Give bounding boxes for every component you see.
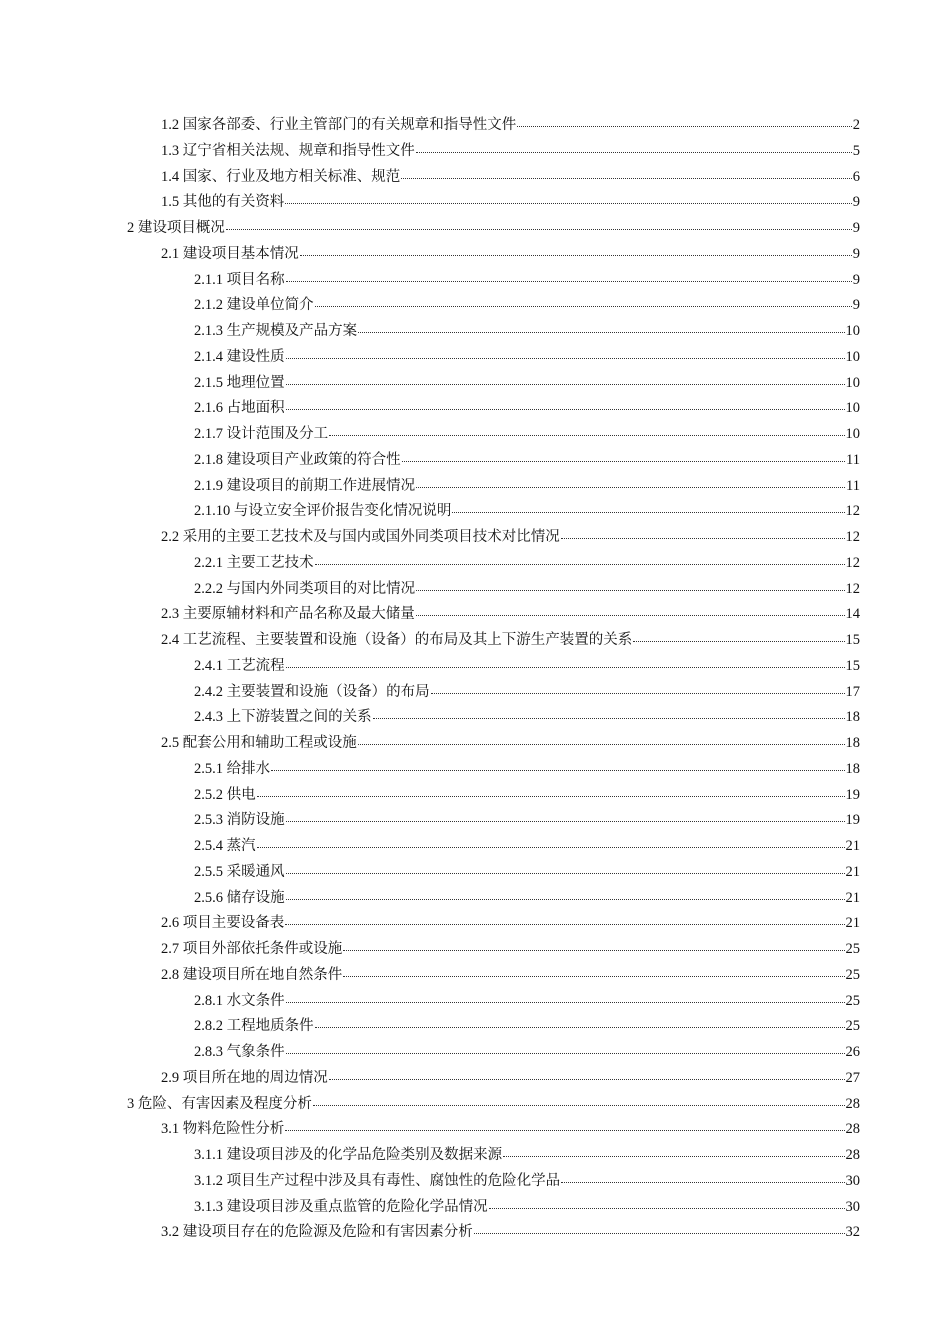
toc-entry-title: 2.1.4 建设性质: [194, 348, 285, 365]
toc-entry[interactable]: [0, 886, 860, 912]
toc-entry-title: 2.5.1 给排水: [194, 760, 271, 777]
toc-entry-page-number: 6: [852, 168, 860, 185]
toc-entry[interactable]: [0, 1195, 860, 1221]
toc-entry-title: 2.1 建设项目基本情况: [161, 245, 299, 262]
toc-dot-leader: [313, 1094, 845, 1108]
toc-entry-title: 2.1.1 项目名称: [194, 271, 285, 288]
toc-entry-page-number: 18: [845, 735, 860, 751]
toc-entry[interactable]: [0, 1014, 860, 1040]
toc-entry-title: 2.4.1 工艺流程: [194, 657, 285, 674]
toc-dot-leader: [343, 965, 844, 979]
toc-dot-leader: [517, 115, 852, 129]
toc-entry-page-number: 12: [845, 554, 860, 571]
toc-entry-page-number: 21: [845, 889, 860, 906]
toc-entry-page-number: 9: [852, 271, 860, 288]
toc-entry-title: 2.8.1 水文条件: [194, 992, 285, 1009]
toc-entry-page-number: 25: [845, 941, 860, 957]
toc-dot-leader: [286, 810, 845, 824]
toc-entry-page-number: 10: [845, 426, 860, 442]
toc-entry-page-number: 2: [852, 117, 860, 133]
toc-dot-leader: [285, 192, 852, 206]
toc-entry[interactable]: [0, 139, 860, 165]
toc-entry-page-number: 9: [852, 297, 860, 314]
toc-entry[interactable]: [0, 860, 860, 886]
toc-entry-title: 3.1 物料危险性分析: [161, 1121, 285, 1138]
toc-dot-leader: [257, 836, 845, 850]
toc-dot-leader: [633, 630, 844, 644]
toc-entry-page-number: 28: [845, 1095, 860, 1112]
toc-entry-title: 3 危险、有害因素及程度分析: [127, 1095, 312, 1112]
toc-dot-leader: [416, 141, 852, 155]
toc-entry-page-number: 18: [845, 709, 860, 726]
toc-entry[interactable]: [0, 474, 860, 500]
toc-dot-leader: [257, 785, 845, 799]
toc-dot-leader: [452, 501, 844, 515]
toc-entry-page-number: 25: [845, 992, 860, 1009]
toc-entry[interactable]: [0, 293, 860, 319]
toc-dot-leader: [286, 347, 845, 361]
toc-entry[interactable]: [0, 577, 860, 603]
toc-dot-leader: [300, 244, 852, 258]
toc-dot-leader: [358, 733, 845, 747]
toc-entry-title: 3.2 建设项目存在的危险源及危险和有害因素分析: [161, 1224, 473, 1241]
toc-dot-leader: [286, 373, 845, 387]
toc-entry-page-number: 9: [852, 220, 860, 236]
toc-entry-page-number: 9: [852, 194, 860, 211]
toc-entry-page-number: 17: [845, 683, 860, 700]
toc-dot-leader: [561, 1171, 844, 1185]
toc-entry-title: 2.4 工艺流程、主要装置和设施（设备）的布局及其上下游生产装置的关系: [161, 632, 633, 648]
toc-entry[interactable]: [0, 989, 860, 1015]
toc-dot-leader: [416, 476, 845, 490]
toc-entry-title: 2.5.4 蒸汽: [194, 838, 256, 854]
toc-entry-title: 2.8 建设项目所在地自然条件: [161, 966, 343, 983]
table-of-contents: [0, 113, 950, 1246]
toc-dot-leader: [561, 527, 845, 541]
toc-entry-title: 1.2 国家各部委、行业主管部门的有关规章和指导性文件: [161, 117, 517, 133]
toc-entry-title: 2.1.8 建设项目产业政策的符合性: [194, 451, 401, 468]
toc-dot-leader: [286, 270, 852, 284]
toc-dot-leader: [431, 682, 845, 696]
toc-entry-page-number: 12: [845, 580, 860, 597]
toc-dot-leader: [416, 579, 844, 593]
toc-entry[interactable]: [0, 1220, 860, 1246]
toc-entry[interactable]: [0, 834, 860, 860]
toc-entry-title: 2.5.3 消防设施: [194, 812, 285, 829]
toc-entry-page-number: 27: [845, 1069, 860, 1086]
toc-entry-page-number: 10: [845, 323, 860, 339]
toc-dot-leader: [286, 888, 845, 902]
toc-entry-title: 2 建设项目概况: [127, 220, 225, 236]
toc-entry-title: 2.3 主要原辅材料和产品名称及最大储量: [161, 606, 415, 623]
toc-entry-title: 2.1.5 地理位置: [194, 374, 285, 391]
toc-entry[interactable]: [0, 268, 860, 294]
toc-entry-page-number: 10: [845, 400, 860, 417]
toc-entry-title: 2.5.2 供电: [194, 786, 256, 803]
toc-entry[interactable]: [0, 1092, 860, 1118]
toc-entry-page-number: 11: [846, 451, 860, 468]
toc-dot-leader: [503, 1145, 844, 1159]
toc-entry[interactable]: [0, 1169, 860, 1195]
toc-entry-title: 2.1.2 建设单位简介: [194, 297, 314, 314]
toc-entry-title: 1.4 国家、行业及地方相关标准、规范: [161, 168, 401, 185]
toc-dot-leader: [402, 450, 845, 464]
toc-entry-title: 2.9 项目所在地的周边情况: [161, 1069, 328, 1086]
toc-entry[interactable]: [0, 1143, 860, 1169]
toc-entry[interactable]: [0, 628, 860, 654]
toc-entry-title: 2.5.6 储存设施: [194, 889, 285, 906]
toc-entry[interactable]: [0, 602, 860, 628]
toc-dot-leader: [315, 553, 845, 567]
toc-entry[interactable]: [0, 242, 860, 268]
toc-dot-leader: [401, 167, 852, 181]
toc-entry[interactable]: [0, 448, 860, 474]
toc-dot-leader: [373, 707, 845, 721]
toc-entry-title: 2.8.3 气象条件: [194, 1044, 285, 1060]
toc-entry[interactable]: [0, 371, 860, 397]
toc-entry-page-number: 10: [845, 374, 860, 391]
toc-entry-page-number: 9: [852, 245, 860, 262]
toc-dot-leader: [286, 862, 845, 876]
toc-entry[interactable]: [0, 808, 860, 834]
toc-dot-leader: [286, 398, 845, 412]
toc-entry-page-number: 19: [845, 786, 860, 803]
toc-dot-leader: [358, 321, 844, 335]
toc-entry[interactable]: [0, 731, 860, 757]
toc-entry-title: 2.5 配套公用和辅助工程或设施: [161, 735, 357, 751]
toc-entry-page-number: 12: [845, 503, 860, 520]
toc-dot-leader: [489, 1197, 845, 1211]
toc-dot-leader: [271, 759, 844, 773]
toc-entry-page-number: 12: [845, 529, 860, 545]
toc-entry-title: 2.1.9 建设项目的前期工作进展情况: [194, 477, 416, 494]
toc-entry-title: 2.4.3 上下游装置之间的关系: [194, 709, 372, 726]
toc-dot-leader: [343, 939, 844, 953]
toc-entry-title: 3.1.2 项目生产过程中涉及具有毒性、腐蚀性的危险化学品: [194, 1172, 561, 1189]
toc-entry-title: 2.1.10 与设立安全评价报告变化情况说明: [194, 503, 452, 520]
toc-entry-title: 2.1.6 占地面积: [194, 400, 285, 417]
toc-entry[interactable]: [0, 525, 860, 551]
toc-entry[interactable]: [0, 165, 860, 191]
toc-entry-page-number: 18: [845, 760, 860, 777]
toc-entry[interactable]: [0, 216, 860, 242]
toc-dot-leader: [286, 991, 845, 1005]
toc-entry-page-number: 26: [845, 1044, 860, 1060]
toc-entry-page-number: 21: [845, 863, 860, 880]
toc-entry-title: 3.1.1 建设项目涉及的化学品危险类别及数据来源: [194, 1147, 503, 1163]
toc-entry-page-number: 5: [852, 142, 860, 159]
toc-entry-page-number: 14: [845, 606, 860, 623]
toc-entry-title: 2.2.2 与国内外同类项目的对比情况: [194, 580, 416, 597]
toc-entry-page-number: 11: [846, 477, 860, 494]
toc-entry[interactable]: [0, 396, 860, 422]
toc-entry[interactable]: [0, 190, 860, 216]
toc-entry-page-number: 32: [845, 1224, 860, 1241]
toc-entry-page-number: 28: [845, 1147, 860, 1163]
toc-entry[interactable]: [0, 937, 860, 963]
toc-entry-page-number: 10: [845, 348, 860, 365]
toc-dot-leader: [329, 1068, 845, 1082]
toc-entry-title: 2.2.1 主要工艺技术: [194, 554, 314, 571]
toc-entry[interactable]: [0, 319, 860, 345]
toc-dot-leader: [226, 218, 852, 232]
toc-entry[interactable]: [0, 1117, 860, 1143]
toc-entry[interactable]: [0, 1066, 860, 1092]
toc-entry[interactable]: [0, 345, 860, 371]
toc-entry[interactable]: [0, 705, 860, 731]
toc-entry-page-number: 25: [845, 966, 860, 983]
toc-entry[interactable]: [0, 654, 860, 680]
toc-entry[interactable]: [0, 422, 860, 448]
toc-entry[interactable]: [0, 911, 860, 937]
toc-entry-title: 2.6 项目主要设备表: [161, 915, 285, 932]
toc-dot-leader: [416, 604, 845, 618]
toc-entry-title: 2.1.3 生产规模及产品方案: [194, 323, 358, 339]
toc-dot-leader: [315, 295, 852, 309]
toc-entry-title: 2.2 采用的主要工艺技术及与国内或国外同类项目技术对比情况: [161, 529, 560, 545]
toc-dot-leader: [286, 656, 845, 670]
toc-entry-page-number: 25: [845, 1018, 860, 1035]
toc-dot-leader: [315, 1016, 845, 1030]
toc-entry-title: 2.8.2 工程地质条件: [194, 1018, 314, 1035]
toc-entry-title: 3.1.3 建设项目涉及重点监管的危险化学品情况: [194, 1198, 488, 1215]
toc-entry[interactable]: [0, 113, 860, 139]
toc-dot-leader: [329, 424, 844, 438]
toc-entry-title: 2.7 项目外部依托条件或设施: [161, 941, 343, 957]
toc-dot-leader: [285, 913, 844, 927]
toc-dot-leader: [286, 1042, 845, 1056]
toc-entry-title: 2.4.2 主要装置和设施（设备）的布局: [194, 683, 430, 700]
toc-entry-page-number: 15: [845, 632, 860, 648]
toc-entry[interactable]: [0, 680, 860, 706]
toc-entry-page-number: 19: [845, 812, 860, 829]
toc-entry[interactable]: [0, 963, 860, 989]
toc-entry[interactable]: [0, 499, 860, 525]
toc-entry-page-number: 21: [845, 838, 860, 854]
toc-dot-leader: [285, 1119, 844, 1133]
toc-entry-page-number: 21: [845, 915, 860, 932]
toc-entry-page-number: 30: [845, 1172, 860, 1189]
toc-entry-page-number: 30: [845, 1198, 860, 1215]
toc-entry-title: 2.5.5 采暖通风: [194, 863, 285, 880]
toc-dot-leader: [474, 1222, 845, 1236]
toc-entry[interactable]: [0, 551, 860, 577]
toc-entry[interactable]: [0, 783, 860, 809]
toc-entry[interactable]: [0, 757, 860, 783]
toc-entry[interactable]: [0, 1040, 860, 1066]
toc-entry-title: 1.3 辽宁省相关法规、规章和指导性文件: [161, 142, 415, 159]
toc-entry-page-number: 28: [845, 1121, 860, 1138]
toc-entry-title: 1.5 其他的有关资料: [161, 194, 285, 211]
toc-entry-page-number: 15: [845, 657, 860, 674]
toc-entry-title: 2.1.7 设计范围及分工: [194, 426, 329, 442]
